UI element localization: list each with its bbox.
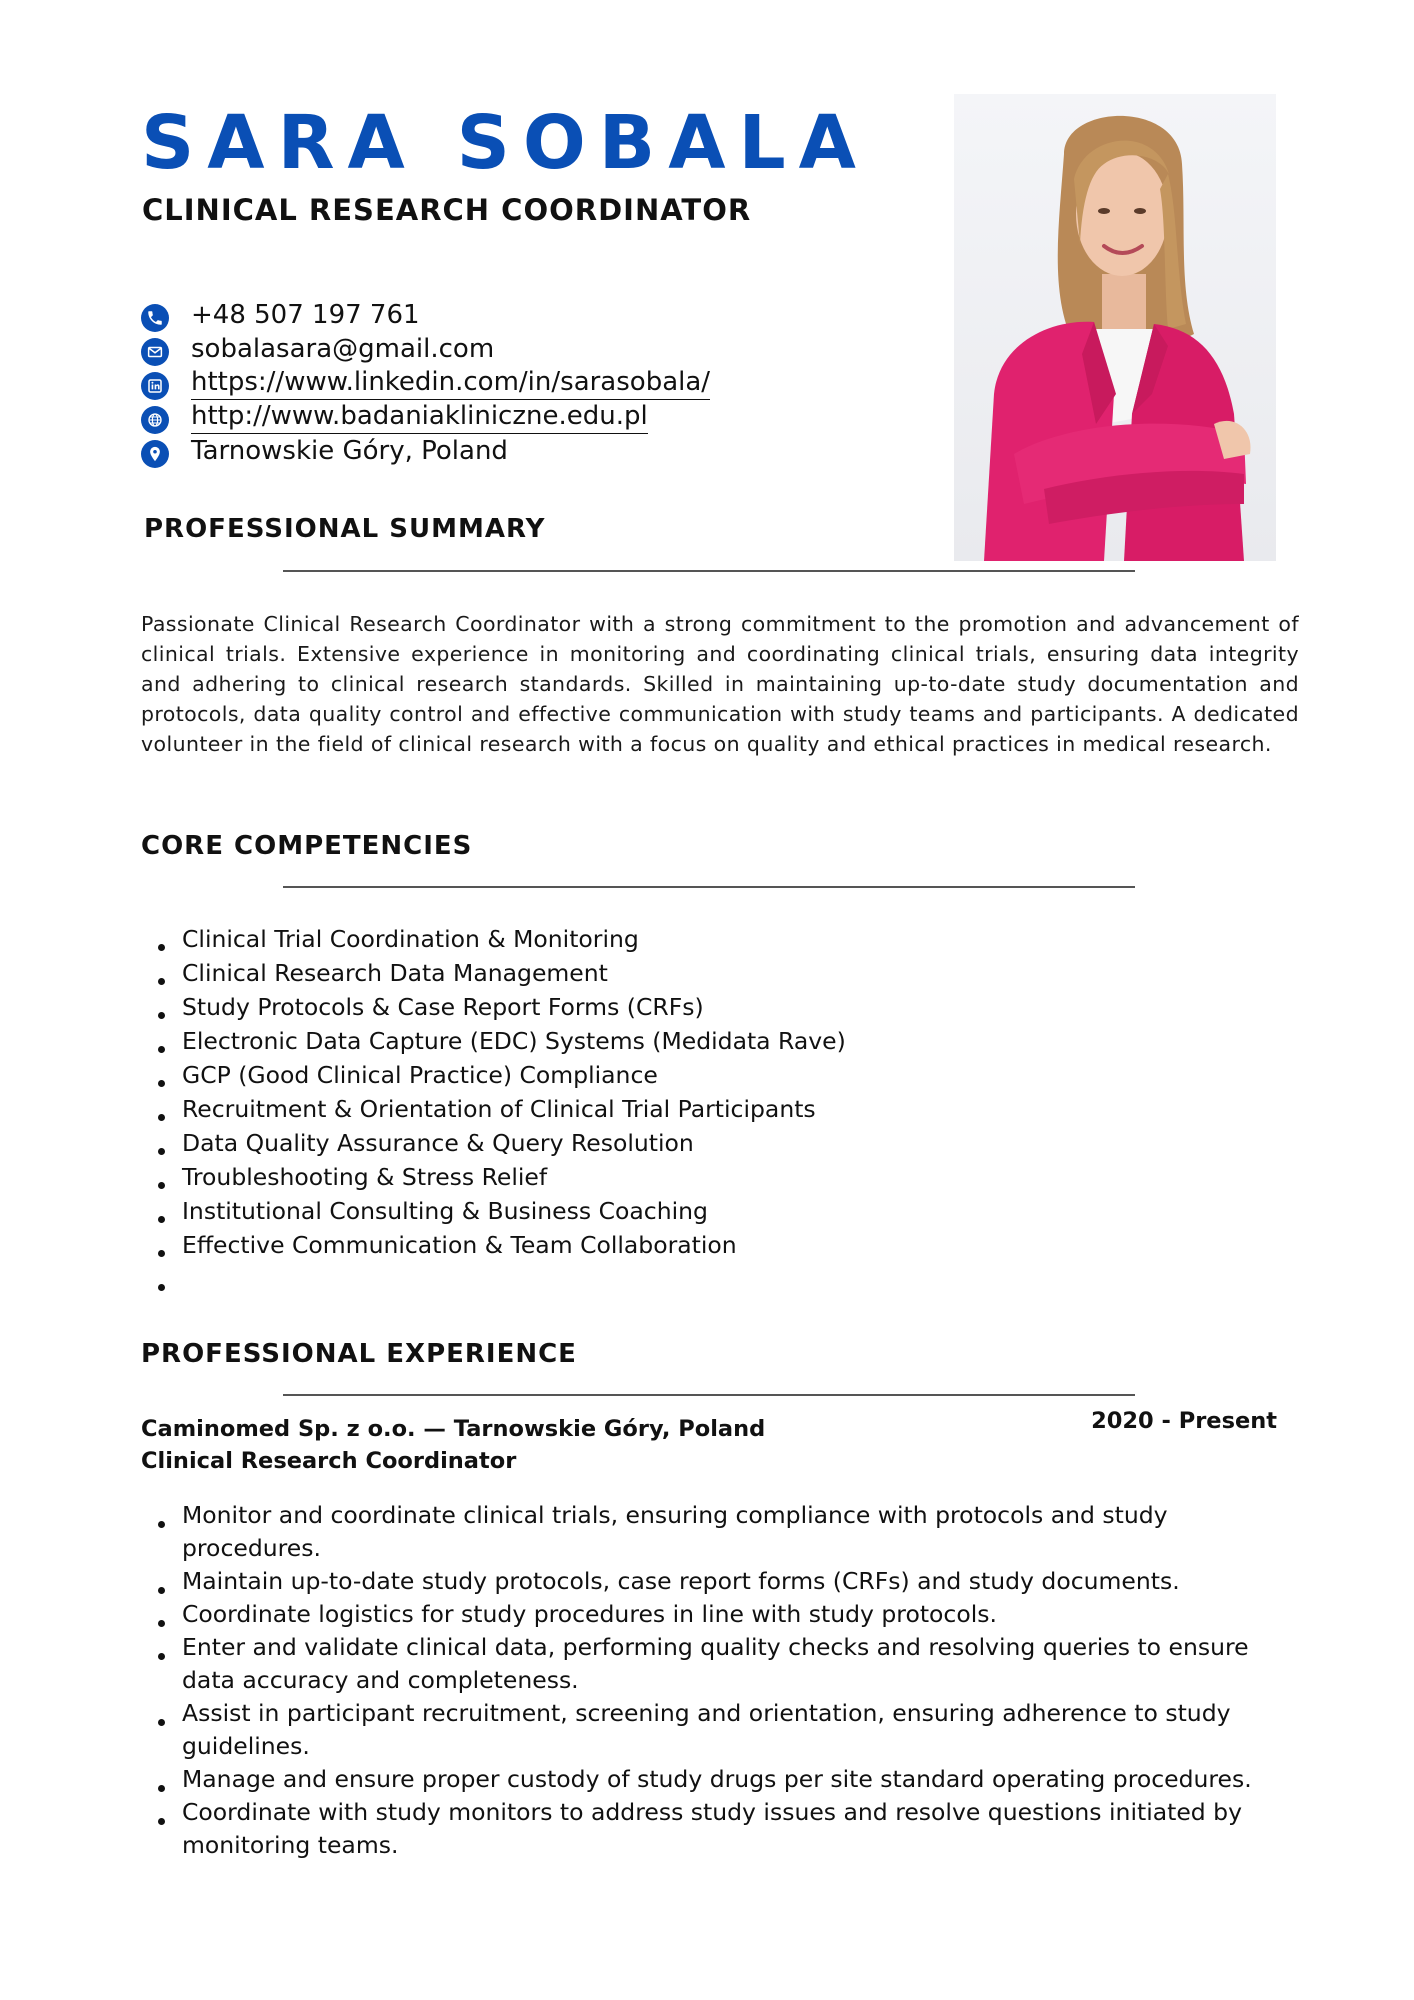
list-item: GCP (Good Clinical Practice) Compliance [141, 1058, 1141, 1092]
experience-divider [283, 1394, 1135, 1396]
list-item: Clinical Trial Coordination & Monitoring [141, 922, 1141, 956]
phone-number: +48 507 197 761 [191, 300, 420, 330]
experience-bullets [141, 1499, 1291, 1862]
list-item: Electronic Data Capture (EDC) Systems (Medidata Rave) [141, 1024, 1141, 1058]
experience-heading: PROFESSIONAL EXPERIENCE [141, 1339, 577, 1369]
list-item: Effective Communication & Team Collaboration [141, 1228, 1141, 1262]
list-item: Assist in participant recruitment, screening and orientation, ensuring adherence to study guidelines. [141, 1697, 1291, 1763]
list-item: Enter and validate clinical data, performing quality checks and resolving queries to ensure data accuracy and completeness. [141, 1631, 1291, 1697]
list-item: Study Protocols & Case Report Forms (CRFs) [141, 990, 1141, 1024]
job-title: CLINICAL RESEARCH COORDINATOR [142, 193, 752, 227]
job-header [141, 1413, 765, 1477]
globe-icon [141, 406, 169, 434]
list-item: Monitor and coordinate clinical trials, ensuring compliance with protocols and study procedures. [141, 1499, 1291, 1565]
list-item: Institutional Consulting & Business Coaching [141, 1194, 1141, 1228]
list-item: Maintain up-to-date study protocols, case report forms (CRFs) and study documents. [141, 1565, 1291, 1598]
contact-location [141, 434, 761, 468]
website-link[interactable]: http://www.badaniakliniczne.edu.pl [191, 400, 648, 434]
summary-divider [283, 570, 1135, 572]
contact-linkedin [141, 366, 761, 400]
list-item: Data Quality Assurance & Query Resolution [141, 1126, 1141, 1160]
linkedin-icon [141, 372, 169, 400]
location-pin-icon [141, 440, 169, 468]
empty-bullet [141, 1262, 1141, 1282]
list-item: Clinical Research Data Management [141, 956, 1141, 990]
contact-phone [141, 298, 761, 332]
competencies-list [141, 922, 1141, 1282]
linkedin-link[interactable]: https://www.linkedin.com/in/sarasobala/ [191, 366, 710, 400]
contact-list [141, 298, 761, 468]
list-item: Coordinate with study monitors to address study issues and resolve questions initiated by monitoring teams. [141, 1796, 1291, 1862]
candidate-name: SARA SOBALA [141, 100, 869, 186]
location-text: Tarnowskie Góry, Poland [191, 436, 508, 466]
email-address: sobalasara@gmail.com [191, 334, 495, 364]
phone-icon [141, 304, 169, 332]
list-item: Recruitment & Orientation of Clinical Trial Participants [141, 1092, 1141, 1126]
job-dates: 2020 - Present [1091, 1408, 1277, 1434]
company-name: Caminomed Sp. z o.o. — Tarnowskie Góry, Poland [141, 1416, 766, 1442]
competencies-divider [283, 886, 1135, 888]
contact-email [141, 332, 761, 366]
email-icon [141, 338, 169, 366]
list-item: Troubleshooting & Stress Relief [141, 1160, 1141, 1194]
list-item: Manage and ensure proper custody of study drugs per site standard operating procedures. [141, 1763, 1291, 1796]
profile-photo [954, 94, 1276, 561]
competencies-heading: CORE COMPETENCIES [141, 831, 473, 861]
list-item: Coordinate logistics for study procedures in line with study protocols. [141, 1598, 1291, 1631]
contact-website [141, 400, 761, 434]
job-role: Clinical Research Coordinator [141, 1448, 517, 1474]
summary-text: Passionate Clinical Research Coordinator with a strong commitment to the promotion and advancement of clinical trials. Extensive experience in monitoring and coordinating clinical trials, ensuring data integrity and adhering to clinical research standards. Skilled in maintaining up-to-date study documentation and protocols, data quality control and effective communication with study teams and participants. A dedicated volunteer in the field of clinical research with a focus on quality and ethical practices in medical research. [141, 612, 1299, 756]
summary-heading: PROFESSIONAL SUMMARY [144, 514, 546, 544]
